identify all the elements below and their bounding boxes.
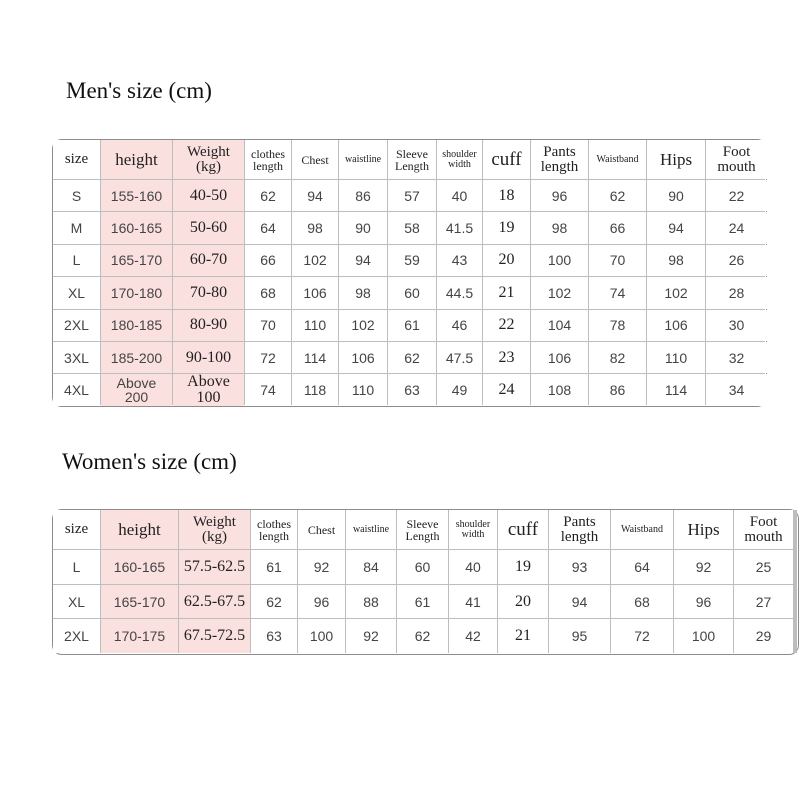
cell-weight: 62.5-67.5 bbox=[179, 585, 250, 619]
cell-waistband: 64 bbox=[611, 550, 673, 584]
cell-pants-length: 98 bbox=[531, 212, 588, 243]
cell-height: 160-165 bbox=[101, 550, 178, 584]
cell-hips: 110 bbox=[647, 342, 705, 373]
header-cuff: cuff bbox=[483, 140, 530, 179]
cell-foot-mouth: 32 bbox=[706, 342, 767, 373]
cell-height: 170-180 bbox=[101, 277, 172, 308]
header-chest: Chest bbox=[292, 140, 338, 179]
cell-sleeve-length: 59 bbox=[388, 245, 436, 276]
header-waistband: Waistband bbox=[611, 510, 673, 549]
cell-weight: Above 100 bbox=[173, 374, 244, 405]
cell-shoulder-width: 43 bbox=[437, 245, 482, 276]
cell-waistline: 94 bbox=[339, 245, 387, 276]
cell-waistband: 72 bbox=[611, 619, 673, 653]
cell-height: 185-200 bbox=[101, 342, 172, 373]
header-waistline: waistline bbox=[346, 510, 396, 549]
cell-foot-mouth: 22 bbox=[706, 180, 767, 211]
cell-clothes-length: 66 bbox=[245, 245, 291, 276]
cell-size: 2XL bbox=[53, 619, 100, 653]
header-shoulder-width: shoulder width bbox=[437, 140, 482, 179]
cell-clothes-length: 68 bbox=[245, 277, 291, 308]
cell-waistline: 92 bbox=[346, 619, 396, 653]
cell-height: 165-170 bbox=[101, 585, 178, 619]
cell-sleeve-length: 60 bbox=[388, 277, 436, 308]
cell-sleeve-length: 62 bbox=[388, 342, 436, 373]
cell-sleeve-length: 58 bbox=[388, 212, 436, 243]
cell-shoulder-width: 46 bbox=[437, 310, 482, 341]
cell-foot-mouth: 25 bbox=[734, 550, 793, 584]
womens-size-title: Women's size (cm) bbox=[62, 449, 237, 474]
header-waistband: Waistband bbox=[589, 140, 646, 179]
header-clothes-length: clothes length bbox=[245, 140, 291, 179]
cell-clothes-length: 62 bbox=[245, 180, 291, 211]
cell-chest: 94 bbox=[292, 180, 338, 211]
cell-weight: 67.5-72.5 bbox=[179, 619, 250, 653]
cell-shoulder-width: 41 bbox=[449, 585, 497, 619]
cell-pants-length: 100 bbox=[531, 245, 588, 276]
cell-cuff: 22 bbox=[483, 310, 530, 341]
cell-clothes-length: 63 bbox=[251, 619, 297, 653]
cell-foot-mouth: 29 bbox=[734, 619, 793, 653]
cell-waistband: 78 bbox=[589, 310, 646, 341]
cell-sleeve-length: 60 bbox=[397, 550, 448, 584]
cell-hips: 98 bbox=[647, 245, 705, 276]
cell-size: XL bbox=[53, 585, 100, 619]
cell-cuff: 24 bbox=[483, 374, 530, 405]
cell-waistline: 86 bbox=[339, 180, 387, 211]
header-clothes-length: clothes length bbox=[251, 510, 297, 549]
cell-waistband: 86 bbox=[589, 374, 646, 405]
cell-chest: 118 bbox=[292, 374, 338, 405]
mens-size-title: Men's size (cm) bbox=[66, 78, 212, 103]
cell-chest: 114 bbox=[292, 342, 338, 373]
cell-chest: 96 bbox=[298, 585, 345, 619]
cell-hips: 100 bbox=[674, 619, 733, 653]
header-hips: Hips bbox=[647, 140, 705, 179]
cell-size: L bbox=[53, 245, 100, 276]
cell-pants-length: 106 bbox=[531, 342, 588, 373]
cell-clothes-length: 61 bbox=[251, 550, 297, 584]
header-shoulder-width: shoulder width bbox=[449, 510, 497, 549]
cell-size: S bbox=[53, 180, 100, 211]
cell-shoulder-width: 41.5 bbox=[437, 212, 482, 243]
cell-sleeve-length: 63 bbox=[388, 374, 436, 405]
cell-foot-mouth: 28 bbox=[706, 277, 767, 308]
cell-size: M bbox=[53, 212, 100, 243]
cell-size: 3XL bbox=[53, 342, 100, 373]
cell-waistband: 68 bbox=[611, 585, 673, 619]
header-height: height bbox=[101, 140, 172, 179]
cell-pants-length: 96 bbox=[531, 180, 588, 211]
cell-waistband: 70 bbox=[589, 245, 646, 276]
cell-weight: 70-80 bbox=[173, 277, 244, 308]
cell-pants-length: 95 bbox=[549, 619, 610, 653]
cell-height: 160-165 bbox=[101, 212, 172, 243]
cell-sleeve-length: 62 bbox=[397, 619, 448, 653]
cell-waistline: 88 bbox=[346, 585, 396, 619]
cell-height: Above 200 bbox=[101, 374, 172, 405]
cell-size: 2XL bbox=[53, 310, 100, 341]
cell-sleeve-length: 61 bbox=[388, 310, 436, 341]
cell-pants-length: 102 bbox=[531, 277, 588, 308]
cell-chest: 110 bbox=[292, 310, 338, 341]
cell-cuff: 19 bbox=[483, 212, 530, 243]
cell-waistband: 74 bbox=[589, 277, 646, 308]
cell-hips: 96 bbox=[674, 585, 733, 619]
cell-chest: 92 bbox=[298, 550, 345, 584]
header-foot-mouth: Foot mouth bbox=[734, 510, 793, 549]
cell-hips: 106 bbox=[647, 310, 705, 341]
cell-size: L bbox=[53, 550, 100, 584]
cell-pants-length: 93 bbox=[549, 550, 610, 584]
mens-size-table bbox=[53, 140, 765, 405]
cell-pants-length: 108 bbox=[531, 374, 588, 405]
cell-pants-length: 94 bbox=[549, 585, 610, 619]
cell-hips: 102 bbox=[647, 277, 705, 308]
cell-cuff: 21 bbox=[483, 277, 530, 308]
cell-cuff: 19 bbox=[498, 550, 548, 584]
cell-hips: 94 bbox=[647, 212, 705, 243]
cell-waistline: 102 bbox=[339, 310, 387, 341]
cell-height: 170-175 bbox=[101, 619, 178, 653]
cell-cuff: 20 bbox=[483, 245, 530, 276]
cell-waistline: 106 bbox=[339, 342, 387, 373]
cell-foot-mouth: 30 bbox=[706, 310, 767, 341]
cell-chest: 98 bbox=[292, 212, 338, 243]
header-height: height bbox=[101, 510, 178, 549]
cell-waistline: 84 bbox=[346, 550, 396, 584]
cell-chest: 106 bbox=[292, 277, 338, 308]
cell-height: 165-170 bbox=[101, 245, 172, 276]
cell-cuff: 18 bbox=[483, 180, 530, 211]
cell-shoulder-width: 44.5 bbox=[437, 277, 482, 308]
cell-shoulder-width: 40 bbox=[437, 180, 482, 211]
cell-weight: 50-60 bbox=[173, 212, 244, 243]
cell-foot-mouth: 24 bbox=[706, 212, 767, 243]
cell-cuff: 21 bbox=[498, 619, 548, 653]
cell-waistband: 66 bbox=[589, 212, 646, 243]
header-sleeve-length: Sleeve Length bbox=[397, 510, 448, 549]
cell-weight: 40-50 bbox=[173, 180, 244, 211]
header-foot-mouth: Foot mouth bbox=[706, 140, 767, 179]
cell-weight: 80-90 bbox=[173, 310, 244, 341]
cell-waistline: 98 bbox=[339, 277, 387, 308]
cell-shoulder-width: 49 bbox=[437, 374, 482, 405]
cell-clothes-length: 62 bbox=[251, 585, 297, 619]
header-hips: Hips bbox=[674, 510, 733, 549]
cell-hips: 92 bbox=[674, 550, 733, 584]
cell-waistline: 90 bbox=[339, 212, 387, 243]
cell-waistband: 82 bbox=[589, 342, 646, 373]
header-cuff: cuff bbox=[498, 510, 548, 549]
cell-size: 4XL bbox=[53, 374, 100, 405]
cell-clothes-length: 72 bbox=[245, 342, 291, 373]
cell-chest: 102 bbox=[292, 245, 338, 276]
cell-shoulder-width: 40 bbox=[449, 550, 497, 584]
cell-weight: 90-100 bbox=[173, 342, 244, 373]
header-size: size bbox=[53, 140, 100, 179]
cell-sleeve-length: 57 bbox=[388, 180, 436, 211]
cell-cuff: 23 bbox=[483, 342, 530, 373]
cell-cuff: 20 bbox=[498, 585, 548, 619]
cell-clothes-length: 64 bbox=[245, 212, 291, 243]
cell-chest: 100 bbox=[298, 619, 345, 653]
cell-pants-length: 104 bbox=[531, 310, 588, 341]
cell-height: 155-160 bbox=[101, 180, 172, 211]
header-chest: Chest bbox=[298, 510, 345, 549]
cell-hips: 114 bbox=[647, 374, 705, 405]
cell-hips: 90 bbox=[647, 180, 705, 211]
header-size: size bbox=[53, 510, 100, 549]
header-weight: Weight (kg) bbox=[173, 140, 244, 179]
cell-clothes-length: 74 bbox=[245, 374, 291, 405]
cell-waistband: 62 bbox=[589, 180, 646, 211]
cell-foot-mouth: 34 bbox=[706, 374, 767, 405]
cell-shoulder-width: 42 bbox=[449, 619, 497, 653]
cell-height: 180-185 bbox=[101, 310, 172, 341]
header-pants-length: Pants length bbox=[549, 510, 610, 549]
cell-foot-mouth: 27 bbox=[734, 585, 793, 619]
header-waistline: waistline bbox=[339, 140, 387, 179]
header-pants-length: Pants length bbox=[531, 140, 588, 179]
cell-waistline: 110 bbox=[339, 374, 387, 405]
womens-size-table bbox=[53, 510, 797, 653]
cell-weight: 57.5-62.5 bbox=[179, 550, 250, 584]
cell-weight: 60-70 bbox=[173, 245, 244, 276]
cell-clothes-length: 70 bbox=[245, 310, 291, 341]
header-sleeve-length: Sleeve Length bbox=[388, 140, 436, 179]
cell-foot-mouth: 26 bbox=[706, 245, 767, 276]
cell-shoulder-width: 47.5 bbox=[437, 342, 482, 373]
cell-sleeve-length: 61 bbox=[397, 585, 448, 619]
header-weight: Weight (kg) bbox=[179, 510, 250, 549]
cell-size: XL bbox=[53, 277, 100, 308]
